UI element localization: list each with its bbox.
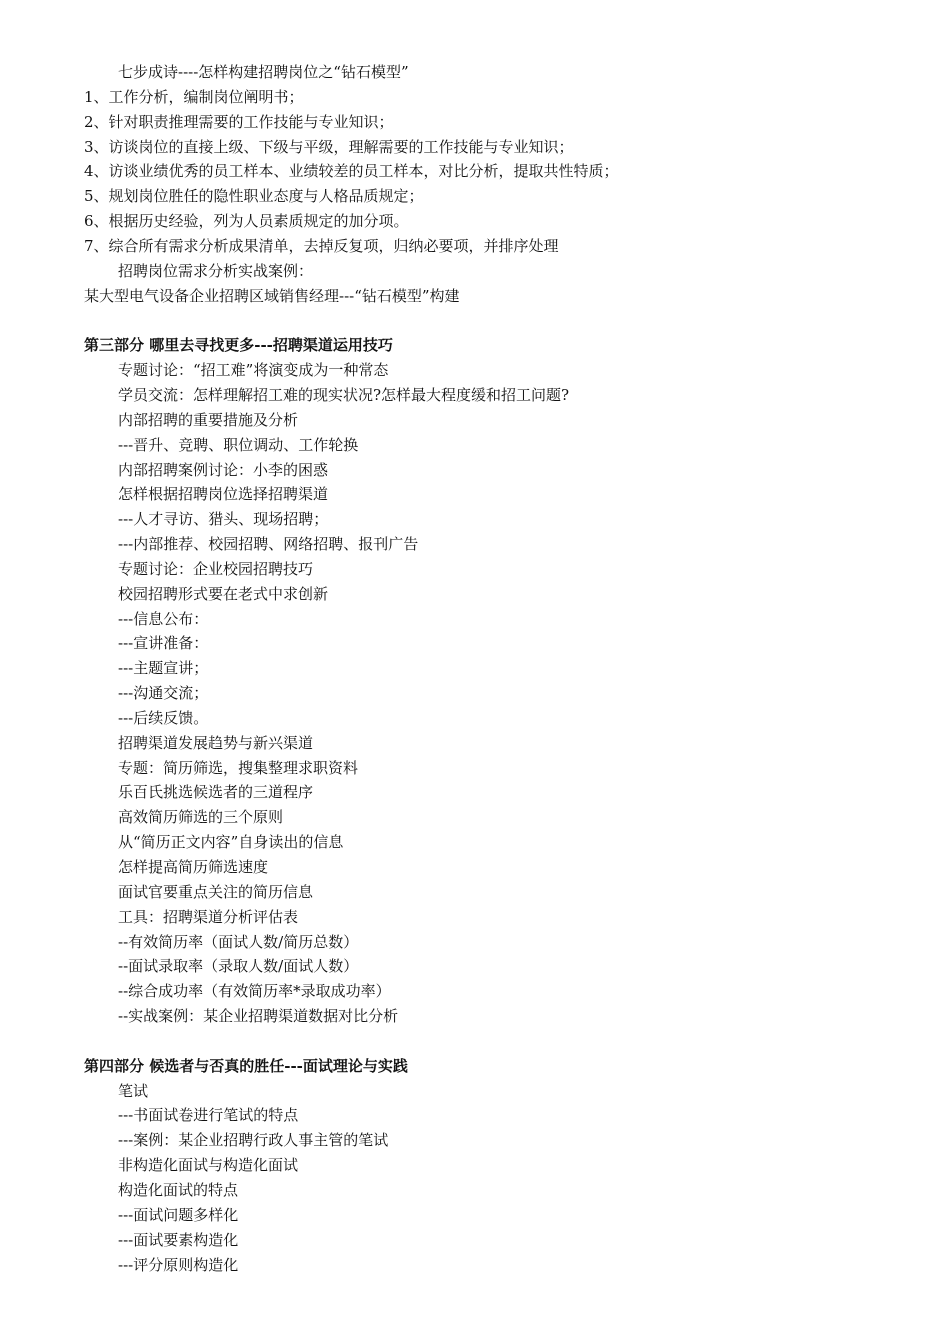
part3-item: 乐百氏挑选候选者的三道程序 [118,783,314,802]
part3-item: --有效简历率（面试人数/简历总数） [118,932,359,951]
part3-item: 招聘渠道发展趋势与新兴渠道 [118,733,314,752]
step-item: 6、根据历史经验，列为人员素质规定的加分项。 [84,212,409,231]
part3-item: 专题讨论：“招工难”将演变成为一种常态 [118,361,389,380]
part3-item: ---后续反馈。 [118,708,209,727]
step-item: 2、针对职责推理需要的工作技能与专业知识； [84,112,394,131]
step-item: 5、规划岗位胜任的隐性职业态度与人格品质规定； [84,187,424,206]
part4-heading: 第四部分 候选者与否真的胜任---面试理论与实践 [84,1056,408,1075]
part3-item: ---内部推荐、校园招聘、网络招聘、报刊广告 [118,535,419,554]
part3-item: --面试录取率（录取人数/面试人数） [118,957,359,976]
part3-item: 内部招聘的重要措施及分析 [118,410,299,429]
part3-item: 内部招聘案例讨论：小李的困惑 [118,460,329,479]
part3-item: ---人才寻访、猎头、现场招聘； [118,510,329,529]
part3-item: ---信息公布： [118,609,209,628]
part4-item: 笔试 [118,1081,149,1100]
part3-item: ---宣讲准备： [118,634,209,653]
part4-item: ---评分原则构造化 [118,1255,239,1274]
step-item: 1、工作分析，编制岗位阐明书； [84,87,304,106]
step-item: 3、访谈岗位的直接上级、下级与平级，理解需要的工作技能与专业知识； [84,137,574,156]
part4-item: ---书面试卷进行笔试的特点 [118,1106,299,1125]
part3-item: 校园招聘形式要在老式中求创新 [118,584,329,603]
part4-item: 构造化面试的特点 [118,1180,239,1199]
part3-item: ---晋升、竞聘、职位调动、工作轮换 [118,435,359,454]
case-label: 招聘岗位需求分析实战案例： [118,261,314,280]
part4-item: ---面试问题多样化 [118,1205,239,1224]
part3-item: --实战案例：某企业招聘渠道数据对比分析 [118,1007,399,1026]
step-item: 4、访谈业绩优秀的员工样本、业绩较差的员工样本，对比分析，提取共性特质； [84,162,619,181]
part3-item: 学员交流：怎样理解招工难的现实状况?怎样最大程度缓和招工问题? [118,385,570,404]
part3-item: 怎样根据招聘岗位选择招聘渠道 [118,485,329,504]
blank-line [84,1029,924,1054]
part3-item: 工具：招聘渠道分析评估表 [118,907,299,926]
part3-item: 从“简历正文内容”自身读出的信息 [118,833,344,852]
step-item: 7、综合所有需求分析成果清单，去掉反复项，归纳必要项，并排序处理 [84,236,559,255]
part3-item: 专题讨论：企业校园招聘技巧 [118,559,314,578]
part3-item: ---主题宣讲； [118,659,209,678]
part4-item: ---案例：某企业招聘行政人事主管的笔试 [118,1131,389,1150]
part4-item: 非构造化面试与构造化面试 [118,1156,299,1175]
part3-heading: 第三部分 哪里去寻找更多---招聘渠道运用技巧 [84,336,393,355]
case-text: 某大型电气设备企业招聘区域销售经理---“钻石模型”构建 [84,286,460,305]
document-page [84,60,924,1277]
part3-item: 高效简历筛选的三个原则 [118,808,284,827]
part3-item: 面试官要重点关注的简历信息 [118,882,314,901]
section-title: 七步成诗----怎样构建招聘岗位之“钻石模型” [118,63,409,81]
part3-item: 怎样提高简历筛选速度 [118,858,269,876]
blank-line [84,308,924,333]
part3-item: --综合成功率（有效简历率*录取成功率） [118,982,391,1001]
part4-item: ---面试要素构造化 [118,1230,239,1249]
part3-item: ---沟通交流； [118,684,209,703]
part3-item: 专题：简历筛选，搜集整理求职资料 [118,758,359,777]
